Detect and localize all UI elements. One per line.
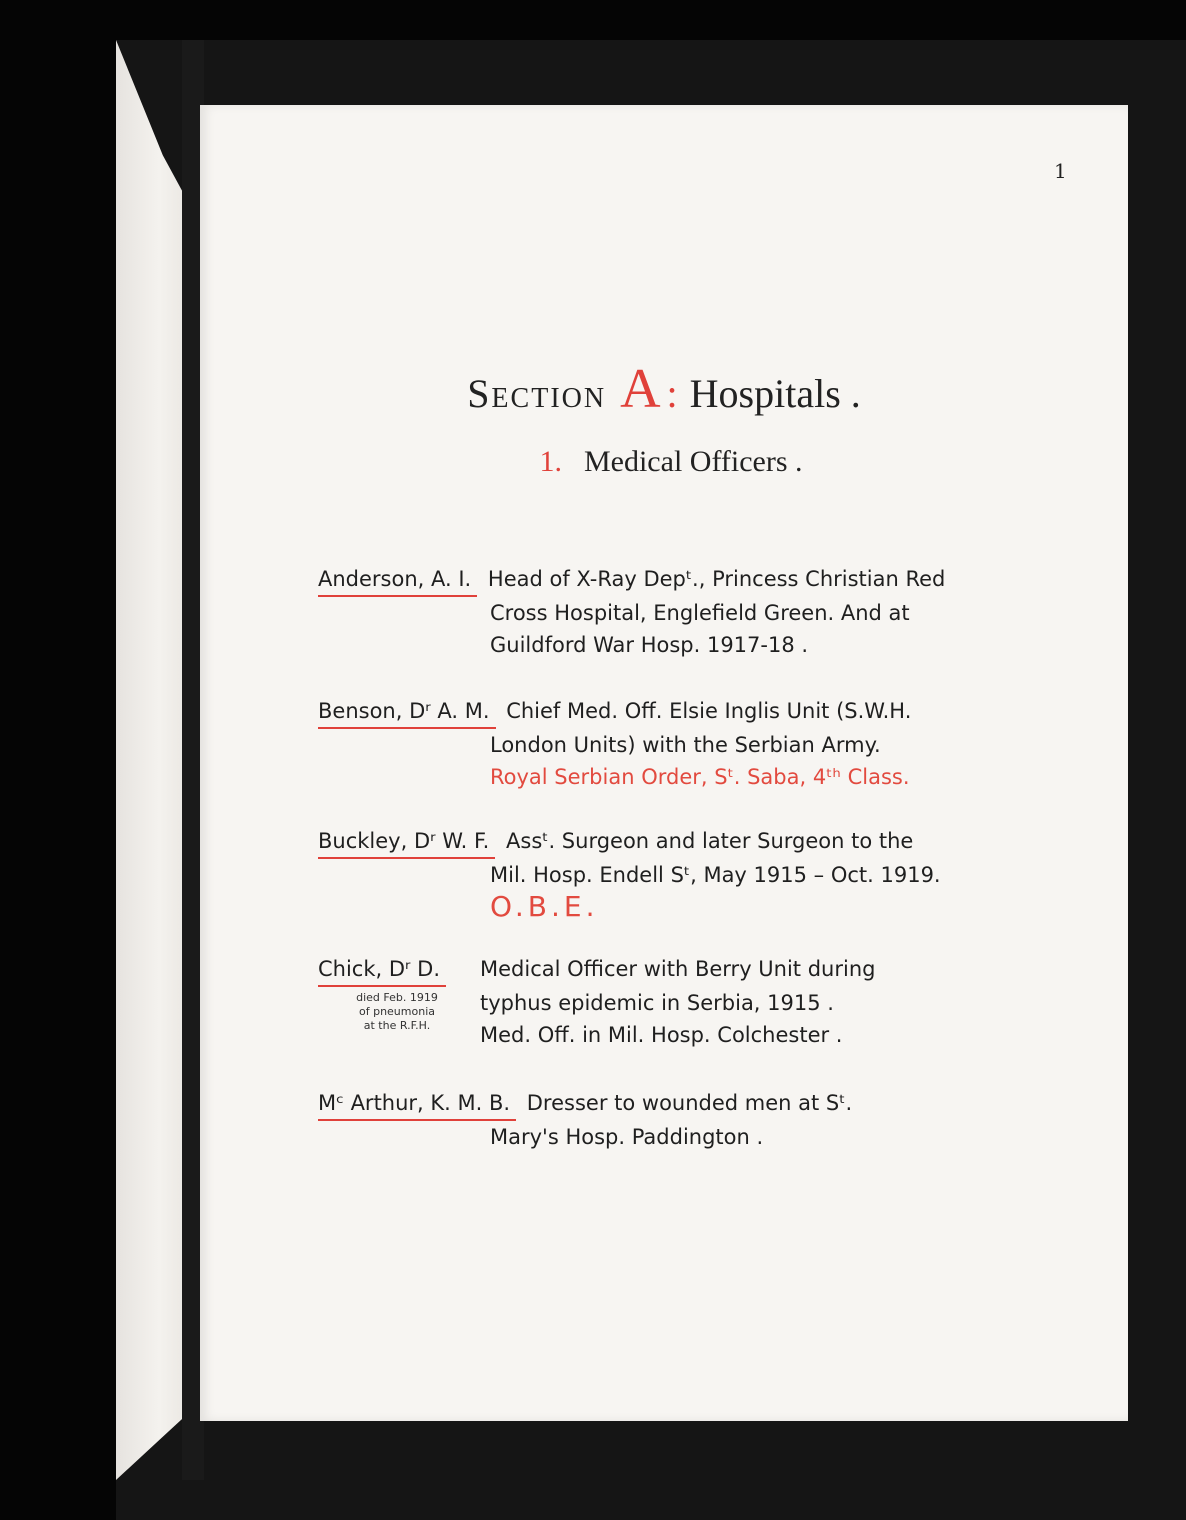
section-subject: Hospitals . xyxy=(689,371,861,416)
entry-name: Chick, Dʳ D. xyxy=(318,953,446,987)
entry-chick xyxy=(318,953,1018,1051)
entry-line: Mil. Hosp. Endell Sᵗ, May 1915 – Oct. 1919. xyxy=(490,863,941,887)
entry-line: Head of X-Ray Depᵗ., Princess Christian Red xyxy=(487,567,946,591)
entry-name: Mᶜ Arthur, K. M. B. xyxy=(318,1087,516,1121)
side-note-line: at the R.F.H. xyxy=(363,1019,431,1032)
page-number: 1 xyxy=(1054,159,1067,183)
section-word: Section xyxy=(467,371,607,416)
entry-line: Cross Hospital, Englefield Green. And at xyxy=(490,601,910,625)
entry-line: typhus epidemic in Serbia, 1915 . xyxy=(480,991,834,1015)
entry-honour: O.B.E. xyxy=(490,890,599,923)
entry-name: Benson, Dʳ A. M. xyxy=(318,695,496,729)
section-letter: A xyxy=(620,358,661,420)
entry-line: London Units) with the Serbian Army. xyxy=(490,733,881,757)
side-note-line: died Feb. 1919 xyxy=(356,991,438,1004)
entry-anderson xyxy=(318,563,1018,661)
section-colon: : xyxy=(666,371,678,416)
entry-buckley xyxy=(318,825,1018,923)
subsection-text: Medical Officers . xyxy=(583,445,803,478)
entry-line: Chief Med. Off. Elsie Inglis Unit (S.W.H. xyxy=(506,699,912,723)
entry-benson xyxy=(318,695,1018,793)
entry-honour: Royal Serbian Order, Sᵗ. Saba, 4ᵗʰ Class. xyxy=(490,765,910,789)
entry-line: Assᵗ. Surgeon and later Surgeon to the xyxy=(506,829,914,853)
side-note-line: of pneumonia xyxy=(358,1005,435,1018)
entry-line: Med. Off. in Mil. Hosp. Colchester . xyxy=(480,1023,843,1047)
manuscript-page xyxy=(200,105,1128,1421)
entry-line: Guildford War Hosp. 1917-18 . xyxy=(490,633,809,657)
entry-mcarthur xyxy=(318,1087,1018,1153)
subsection-title xyxy=(200,445,1128,479)
subsection-number: 1. xyxy=(539,445,562,478)
entry-line: Dresser to wounded men at Sᵗ. xyxy=(526,1091,853,1115)
section-title xyxy=(200,357,1128,421)
entry-line: Mary's Hosp. Paddington . xyxy=(490,1125,764,1149)
entry-name: Buckley, Dʳ W. F. xyxy=(318,825,495,859)
entry-line: Medical Officer with Berry Unit during xyxy=(480,957,876,981)
entry-name: Anderson, A. I. xyxy=(318,563,477,597)
entry-side-note xyxy=(318,987,476,1051)
